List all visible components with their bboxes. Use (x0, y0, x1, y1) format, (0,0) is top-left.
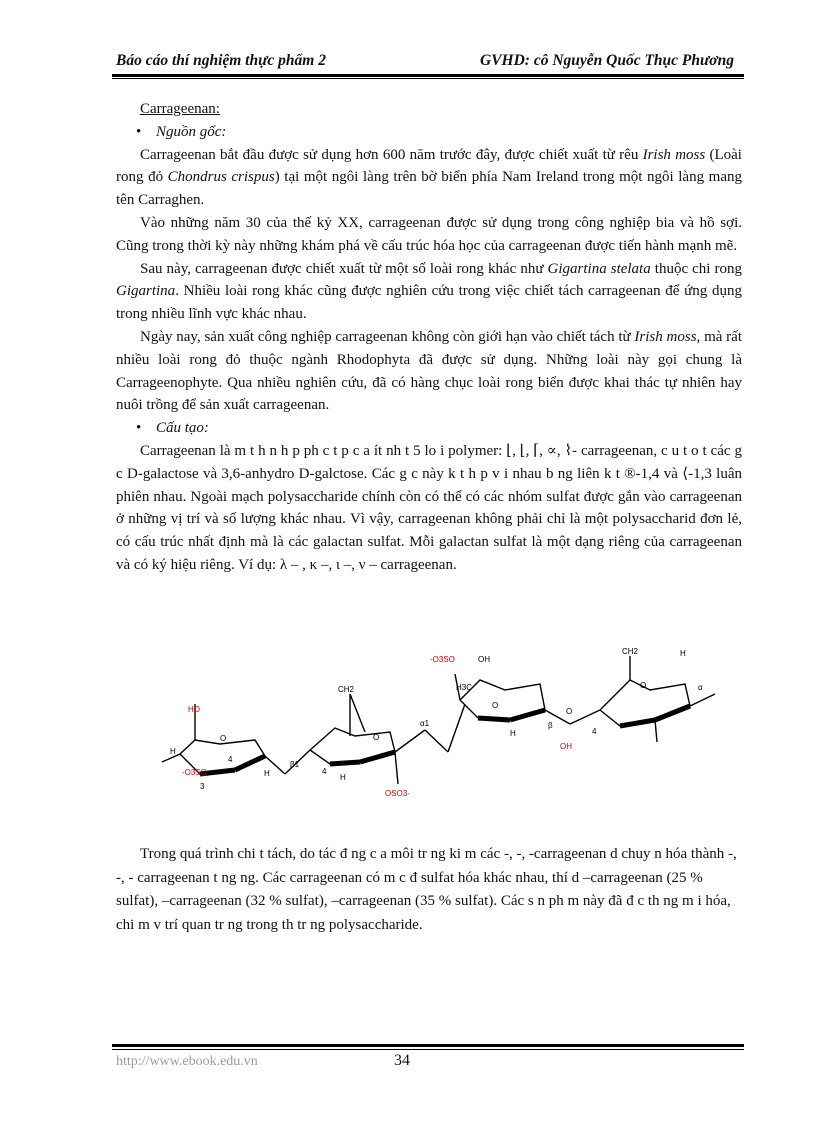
footer-rule-thin (112, 1049, 744, 1050)
svg-text:O: O (566, 707, 573, 716)
svg-text:H: H (510, 729, 516, 738)
paragraph-structure: Carrageenan là m t h n h p ph c t p c a ít nh t 5 lo i polymer: ⌊, ⌊, ⌈, ∝, ⌇- carrageenan, c u t o t các g c D-galactose và 3,6-anhydro D-galctose. Các g c này k t h p v i nhau b ng liên k t ®-1,4 và ⟨-1,3 luân phiên nhau. Ngoài mạch polysaccharide chính còn có thể có các nhóm sulfat được gắn vào carrageenan ở những vị trí và số lượng khác nhau. Vì vậy, carrageenan không phải chỉ là một polysaccharid đơn lẻ, có cấu trúc nhất định mà là các galactan sulfat. Mỗi galactan sulfat là một dạng riêng của carrageenan và có ký hiệu riêng. Ví dụ: λ – , κ –, ι –, ν – carrageenan. (116, 442, 742, 573)
header-rule (112, 74, 744, 77)
svg-text:OH: OH (478, 655, 490, 664)
paragraph-1930s: Vào những năm 30 của thế kỷ XX, carrageenan được sử dụng trong công nghiệp bia và hồ sợi. Cũng trong thời kỳ này những khám phá về cấu trúc hóa học của carrageenan được tiến hành mạnh mẽ. (116, 214, 742, 254)
paragraph-origin: Carrageenan bắt đầu được sử dụng hơn 600 năm trước đây, được chiết xuất từ rêu Irish moss (Loài rong đỏ Chondrus crispus) tại một ngôi làng trên bờ biển phía Nam Ireland trong một ngôi làng mang tên Carraghen. (116, 146, 742, 209)
svg-text:H: H (340, 773, 346, 782)
svg-text:CH2: CH2 (338, 685, 355, 694)
svg-text:OH: OH (560, 742, 572, 751)
carrageenan-structure-diagram (160, 644, 730, 814)
svg-text:4: 4 (228, 755, 233, 764)
svg-text:O: O (640, 681, 647, 690)
footer-rule (112, 1044, 744, 1047)
svg-text:HO: HO (188, 705, 200, 714)
svg-text:-O3SO: -O3SO (182, 768, 207, 777)
svg-text:4: 4 (322, 767, 327, 776)
svg-text:O: O (492, 701, 499, 710)
footer-url: http://www.ebook.edu.vn (116, 1054, 258, 1069)
paragraph-today: Ngày nay, sản xuất công nghiệp carrageenan không còn giới hạn vào chiết tách từ Irish moss, mà rất nhiều loài rong đỏ thuộc ngành Rhodophyta đã được sử dụng. Những loài này gọi chung là Carrageenophyte. Qua nhiều nghiên cứu, đã có hàng chục loài rong biển được khai thác tự nhiên hay nuôi trồng để sản xuất carrageenan. (116, 328, 742, 414)
svg-text:β1: β1 (290, 760, 300, 769)
page-header (112, 50, 744, 74)
svg-text:CH2: CH2 (622, 647, 639, 656)
svg-text:4: 4 (592, 727, 597, 736)
bullet-origin: • Nguồn gốc: (136, 123, 227, 140)
svg-text:H3C: H3C (456, 683, 473, 692)
main-text (116, 98, 742, 577)
section-heading: Carrageenan: (140, 101, 220, 117)
svg-text:-O3SO: -O3SO (430, 655, 455, 664)
svg-text:H: H (170, 747, 176, 756)
svg-text:α1: α1 (420, 719, 430, 728)
svg-text:O: O (220, 734, 227, 743)
svg-text:OSO3-: OSO3- (385, 789, 410, 798)
bullet-structure: • Cấu tạo: (136, 420, 209, 437)
svg-text:H: H (264, 769, 270, 778)
header-title: Báo cáo thí nghiệm thực phẩm 2 (116, 52, 326, 69)
svg-text:O: O (373, 733, 380, 742)
page-number: 34 (394, 1052, 410, 1069)
paragraph-extraction: Trong quá trình chi t tách, do tác đ ng c a môi tr ng ki m các -, -, -carrageenan d chuy n hóa thành -, -, - carrageenan t ng ng. Các carrageenan có m c đ sulfat hóa khác nhau, thí d –carrageenan (25 % sulfat), –carrageenan (32 % sulfat), –carrageenan (35 % sulfat). Các s n ph m này đã đ c th ng m i hóa, chi m v trí quan tr ng trong th tr ng polysaccharide. (116, 846, 737, 933)
svg-text:α: α (698, 683, 703, 692)
svg-text:β: β (548, 721, 553, 730)
svg-text:3: 3 (200, 782, 205, 791)
header-instructor: GVHD: cô Nguyễn Quốc Thục Phương (480, 52, 734, 69)
paragraph-gigartina: Sau này, carrageenan được chiết xuất từ một số loài rong khác như Gigartina stelata thuộc chi rong Gigartina. Nhiều loài rong khác cũng được nghiên cứu trong việc chiết tách carrageenan để ứng dụng trong nhiều lĩnh vực khác nhau. (116, 260, 743, 323)
header-rule-thin (112, 78, 744, 79)
svg-text:H: H (680, 649, 686, 658)
